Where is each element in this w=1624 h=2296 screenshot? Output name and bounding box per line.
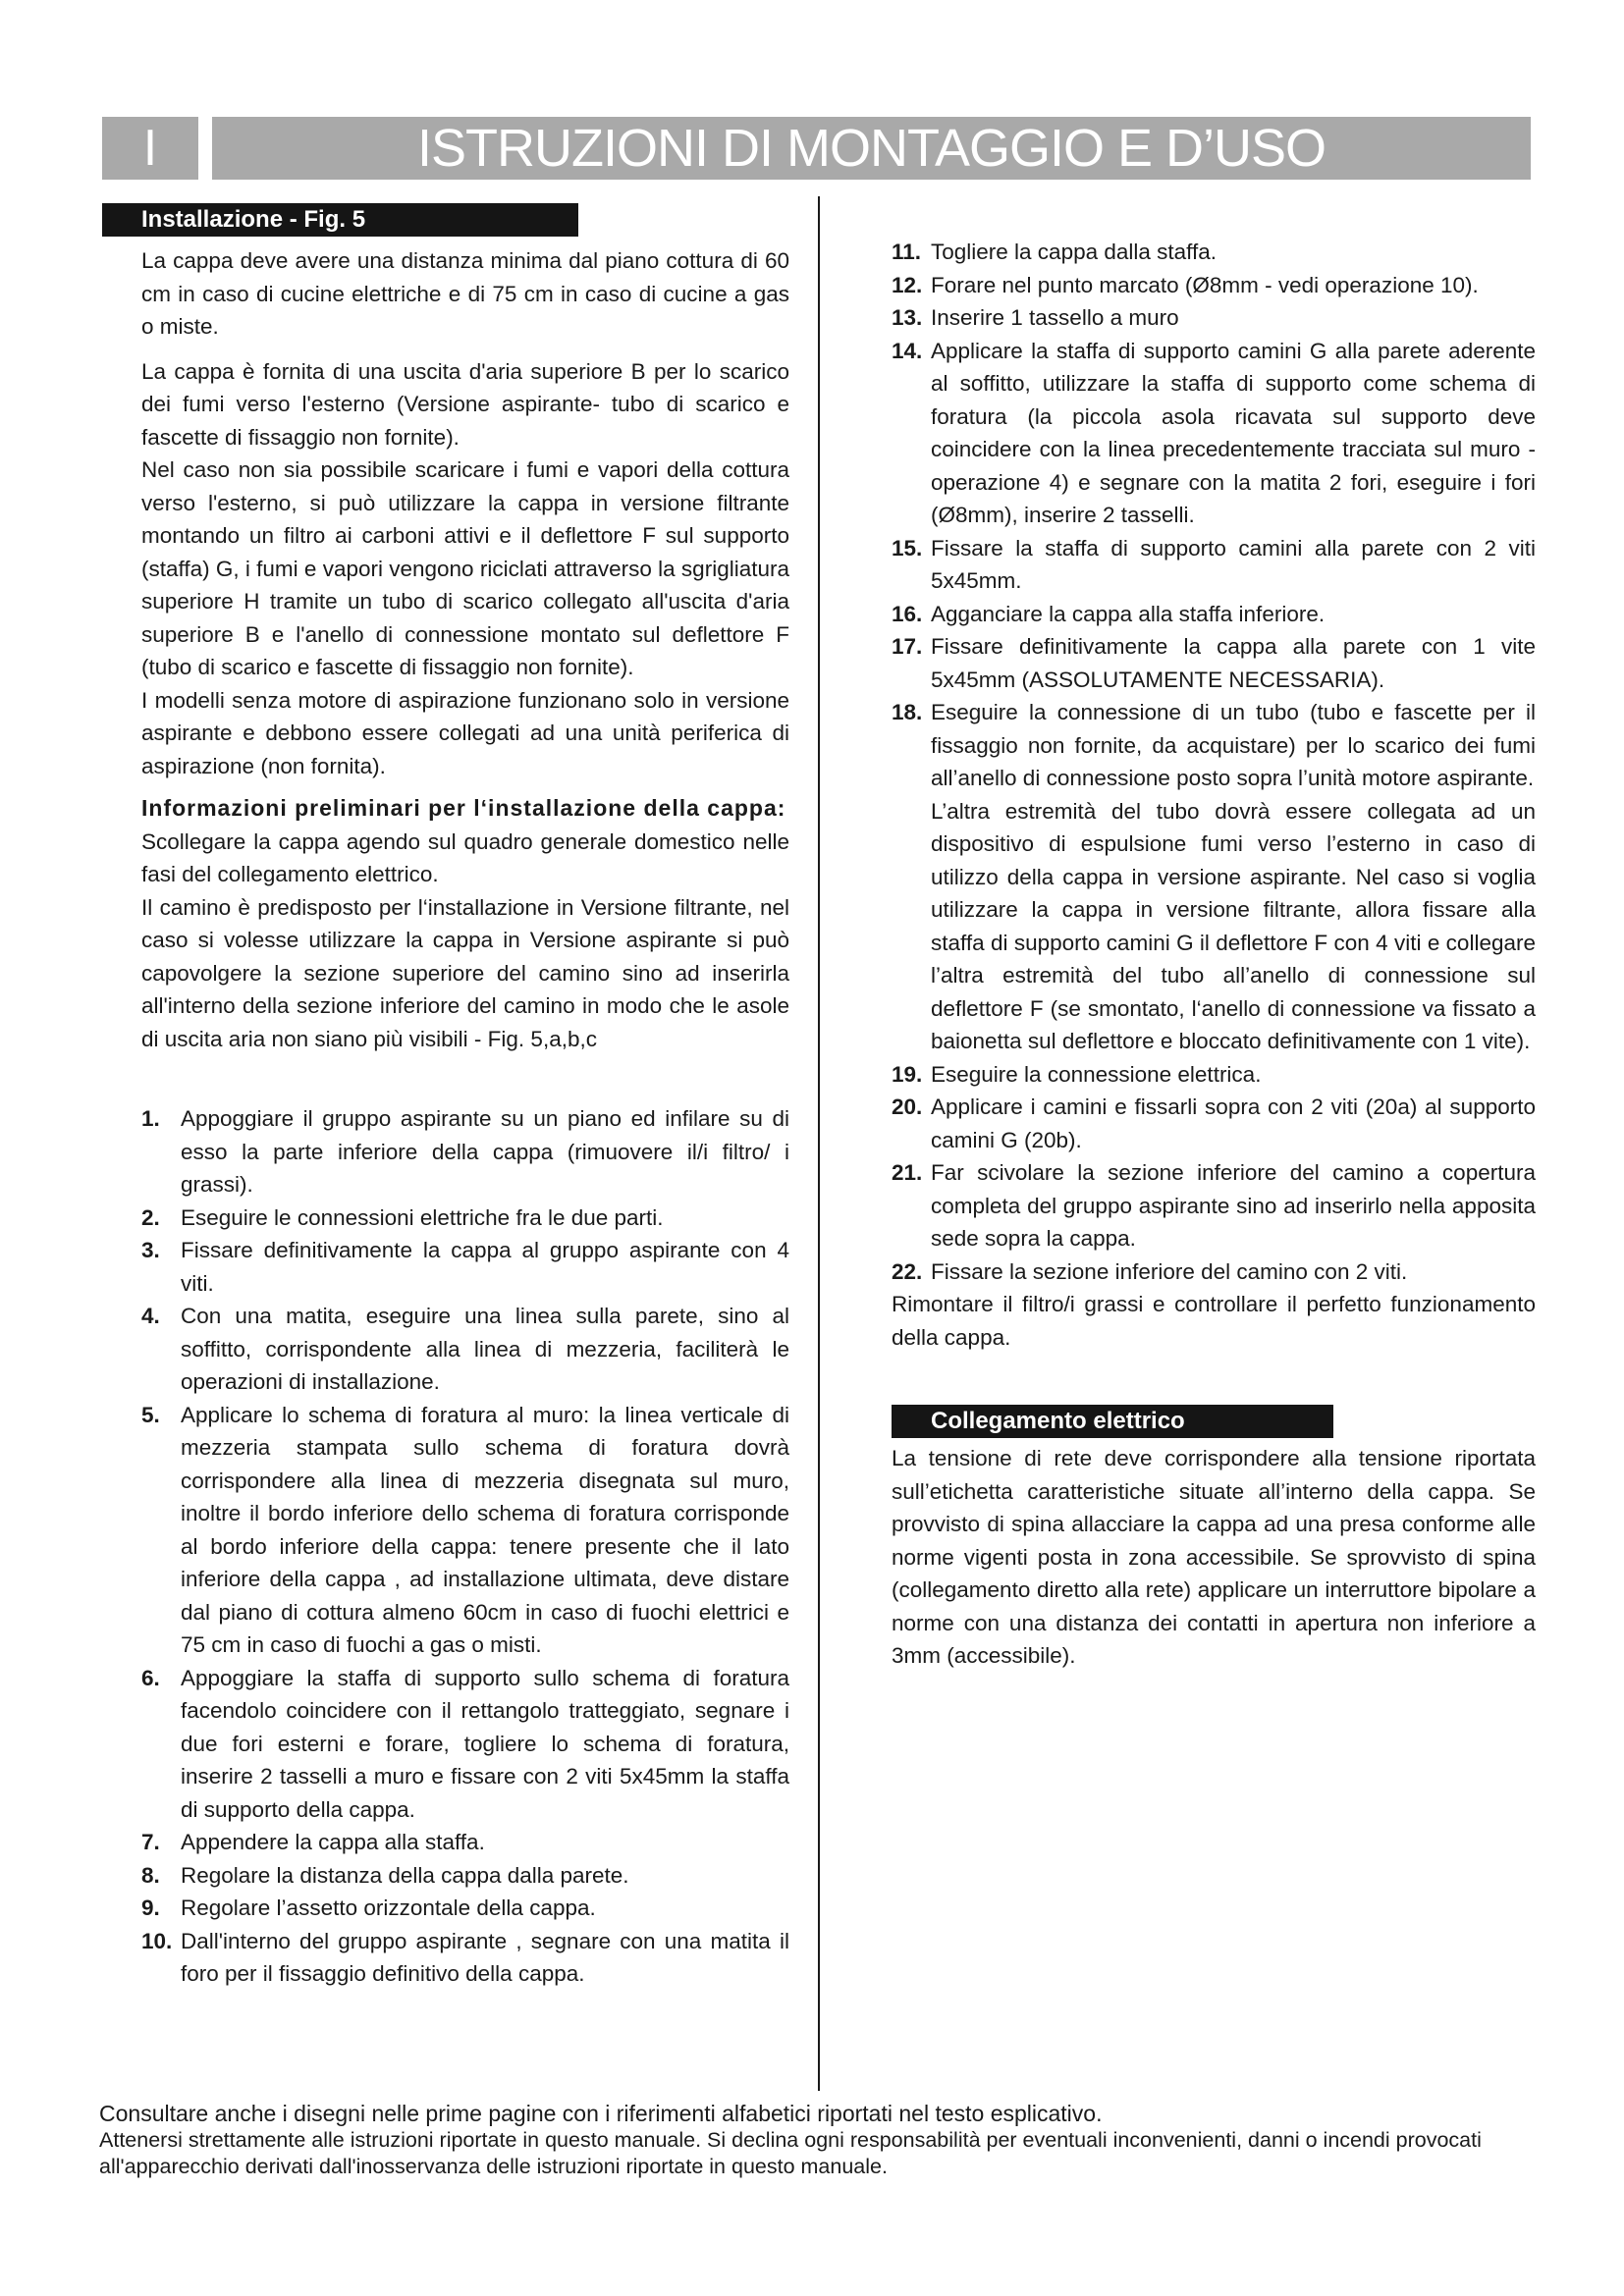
step-text: Togliere la cappa dalla staffa. — [931, 240, 1218, 264]
step-text: Eseguire le connessioni elettriche fra le due parti. — [181, 1204, 664, 1230]
column-divider — [818, 196, 820, 2091]
installation-text — [102, 244, 789, 782]
step-number: 11. — [892, 240, 922, 264]
installation-paragraph-3: Nel caso non sia possibile scaricare i fumi e vapori della cottura verso l'esterno, si può utilizzare la cappa in versione filtrante montando un filtro ai carboni attivi e il deflettore F sul supporto (staffa) G, i fumi e vapori vengono riciclati attraverso la sgrigliatura superiore H tramite un tubo di scarico collegato all'uscita d'aria superiore B e l'anello di connessione montato sul deflettore F (tubo di scarico e fascette di fissaggio non fornite). — [141, 457, 789, 679]
step-number: 22. — [892, 1258, 923, 1284]
step-text: Eseguire la connessione elettrica. — [931, 1061, 1262, 1087]
step-item — [892, 1091, 1536, 1156]
preliminary-paragraph-1: Scollegare la cappa agendo sul quadro generale domestico nelle fasi del collegamento elettrico. — [141, 828, 789, 886]
step-number: 6. — [141, 1665, 160, 1690]
page-title: ISTRUZIONI DI MONTAGGIO E D’USO — [212, 117, 1531, 180]
step-text: Con una matita, eseguire una linea sulla parete, sino al soffitto, corrispondente alla linea di mezzeria, faciliterà le operazioni di installazione. — [181, 1304, 789, 1394]
step-text: Applicare la staffa di supporto camini G alla parete aderente al soffitto, utilizzare la staffa di supporto come schema di foratura (la piccola asola ricavata sul supporto deve coincidere con la linea precedentemente tracciata sul muro - operazione 4) e segnare con la matita 2 fori, eseguire i fori (Ø8mm), inserire 2 tasselli. — [931, 338, 1536, 527]
step-number: 1. — [141, 1106, 160, 1131]
step-number: 14. — [892, 338, 923, 363]
step-number: 3. — [141, 1238, 160, 1262]
step-item — [141, 1300, 789, 1399]
step-text: Eseguire la connessione di un tubo (tubo e fascette per il fissaggio non fornite, da acquistare) per lo scarico dei fumi all’anello di connessione posto sopra l’unità motore aspirante. — [931, 700, 1536, 790]
step-text: Fissare la sezione inferiore del camino con 2 viti. — [931, 1258, 1408, 1284]
step-number: 8. — [141, 1862, 160, 1888]
step-number: 5. — [141, 1402, 160, 1427]
step-item — [892, 795, 1536, 1058]
electrical-heading: Collegamento elettrico — [892, 1405, 1333, 1438]
step-item — [892, 696, 1536, 795]
step-item — [141, 1826, 789, 1859]
steps-list-right — [892, 236, 1536, 1288]
step-number: 18. — [892, 700, 923, 724]
step-item — [141, 1234, 789, 1300]
step-number: 2. — [141, 1204, 160, 1230]
footer-line-2: Attenersi strettamente alle istruzioni riportate in questo manuale. Si declina ogni responsabilità per eventuali inconvenienti, danni o incendi provocati all'apparecchio derivati dall'inosservanza delle istruzioni riportate in questo manuale. — [99, 2128, 1482, 2178]
installation-paragraph-2: La cappa è fornita di una uscita d'aria superiore B per lo scarico dei fumi verso l'esterno (Versione aspirante- tubo di scarico e fascette di fissaggio non fornite). — [141, 358, 789, 450]
step-number: 19. — [892, 1061, 923, 1087]
step-text: Inserire 1 tassello a muro — [931, 305, 1179, 330]
right-column — [892, 236, 1536, 1673]
step-text: L’altra estremità del tubo dovrà essere collegata ad un dispositivo di espulsione fumi verso l’esterno in caso di utilizzo della cappa in versione aspirante. Nel caso si voglia utilizzare la cappa in versione filtrante, allora fissare alla staffa di supporto camini G il deflettore F con 4 viti e collegare l’altra estremità del tubo all’anello di connessione sul deflettore F (se smontato, l‘anello di connessione va fissato a baionetta sul deflettore e bloccato definitivamente con 1 vite). — [931, 798, 1536, 1053]
step-text: Appendere la cappa alla staffa. — [181, 1830, 485, 1854]
step-number: 9. — [141, 1896, 160, 1920]
step-item — [892, 1156, 1536, 1255]
step-item — [141, 1892, 789, 1925]
step-item — [892, 1255, 1536, 1289]
after-steps-text: Rimontare il filtro/i grassi e controllare il perfetto funzionamento della cappa. — [892, 1292, 1536, 1350]
step-number: 7. — [141, 1830, 160, 1854]
language-badge: I — [102, 117, 198, 180]
steps-list-left — [102, 1102, 789, 1991]
step-text: Far scivolare la sezione inferiore del camino a copertura completa del gruppo aspirante sino ad inserirlo nella apposita sede sopra la cappa. — [931, 1160, 1536, 1251]
preliminary-paragraph-2: Il camino è predisposto per l‘installazione in Versione filtrante, nel caso si volesse utilizzare la cappa in Versione aspirante si può capovolgere la sezione superiore del camino sino ad inserirla all'interno della sezione inferiore del camino in modo che le asole di uscita aria non siano più visibili - Fig. 5,a,b,c — [141, 894, 789, 1051]
step-text: Applicare lo schema di foratura al muro: la linea verticale di mezzeria stampata sullo schema di foratura dovrà corrispondere alla linea di mezzeria disegnata sul muro, inoltre il bordo inferiore dello schema di foratura corrisponde al bordo inferiore della cappa: tenere presente che il lato inferiore della cappa , ad installazione ultimata, deve distare dal piano di cottura almeno 60cm in caso di fuochi elettrici e 75 cm in caso di fuochi a gas o misti. — [181, 1402, 789, 1657]
step-number: 16. — [892, 601, 923, 626]
step-item — [892, 1058, 1536, 1092]
page-header — [102, 117, 1531, 180]
step-number: 12. — [892, 272, 923, 297]
step-item — [141, 1399, 789, 1662]
step-text: Forare nel punto marcato (Ø8mm - vedi operazione 10). — [931, 272, 1479, 297]
step-number: 17. — [892, 634, 923, 659]
step-text: Regolare l’assetto orizzontale della cappa. — [181, 1896, 596, 1920]
step-number: 10. — [141, 1928, 173, 1953]
step-text: Fissare definitivamente la cappa alla parete con 1 vite 5x45mm (ASSOLUTAMENTE NECESSARIA). — [931, 634, 1536, 692]
step-item — [892, 301, 1536, 335]
step-item — [141, 1859, 789, 1893]
step-text: Appoggiare il gruppo aspirante su un piano ed infilare su di esso la parte inferiore della cappa (rimuovere il/i filtro/ i grassi). — [181, 1106, 789, 1197]
step-text: Fissare la staffa di supporto camini alla parete con 2 viti 5x45mm. — [931, 535, 1536, 593]
step-number: 15. — [892, 535, 923, 561]
page-footer — [99, 2101, 1533, 2180]
step-text: Regolare la distanza della cappa dalla parete. — [181, 1862, 629, 1888]
step-item — [892, 335, 1536, 532]
installation-paragraph-1: La cappa deve avere una distanza minima dal piano cottura di 60 cm in caso di cucine elettriche e di 75 cm in caso di cucine a gas o miste. — [141, 248, 789, 339]
electrical-text: La tensione di rete deve corrispondere alla tensione riportata sull’etichetta caratteristiche situate all’interno della cappa. Se provvisto di spina allacciare la cappa ad una presa conforme alle norme vigenti posta in zona accessibile. Se sprovvisto di spina (collegamento diretto alla rete) applicare un interruttore bipolare a norme con una distanza dei contatti in apertura non inferiore a 3mm (accessibile). — [892, 1446, 1536, 1668]
footer-line-1: Consultare anche i disegni nelle prime pagine con i riferimenti alfabetici riportati nel testo esplicativo. — [99, 2101, 1103, 2126]
left-column — [102, 203, 789, 1991]
step-text: Appoggiare la staffa di supporto sullo schema di foratura facendolo coincidere con il rettangolo tratteggiato, segnare i due fori esterni e forare, togliere lo schema di foratura, inserire 2 tasselli a muro e fissare con 2 viti 5x45mm la staffa di supporto della cappa. — [181, 1665, 789, 1822]
step-item — [141, 1662, 789, 1827]
step-number — [892, 795, 931, 1058]
step-text: Applicare i camini e fissarli sopra con 2 viti (20a) al supporto camini G (20b). — [931, 1095, 1536, 1152]
step-text: Fissare definitivamente la cappa al gruppo aspirante con 4 viti. — [181, 1238, 789, 1296]
installation-heading: Installazione - Fig. 5 — [102, 203, 578, 237]
step-item — [892, 532, 1536, 598]
step-number: 21. — [892, 1160, 923, 1185]
preliminary-info-title: Informazioni preliminari per l‘installazione della cappa: — [141, 795, 786, 821]
step-item — [141, 1102, 789, 1201]
step-number: 4. — [141, 1304, 160, 1328]
installation-paragraph-4: I modelli senza motore di aspirazione funzionano solo in versione aspirante e debbono essere collegati ad una unità periferica di aspirazione (non fornita). — [141, 687, 789, 778]
step-item — [892, 630, 1536, 696]
preliminary-info-text — [102, 826, 789, 1056]
step-item — [892, 598, 1536, 631]
step-item — [141, 1925, 789, 1991]
step-item — [141, 1201, 789, 1235]
step-number: 13. — [892, 305, 923, 330]
step-item — [892, 269, 1536, 302]
step-number: 20. — [892, 1095, 923, 1119]
step-item — [892, 236, 1536, 269]
step-text: Agganciare la cappa alla staffa inferiore. — [931, 601, 1326, 626]
step-text: Dall'interno del gruppo aspirante , segnare con una matita il foro per il fissaggio definitivo della cappa. — [181, 1928, 789, 1986]
